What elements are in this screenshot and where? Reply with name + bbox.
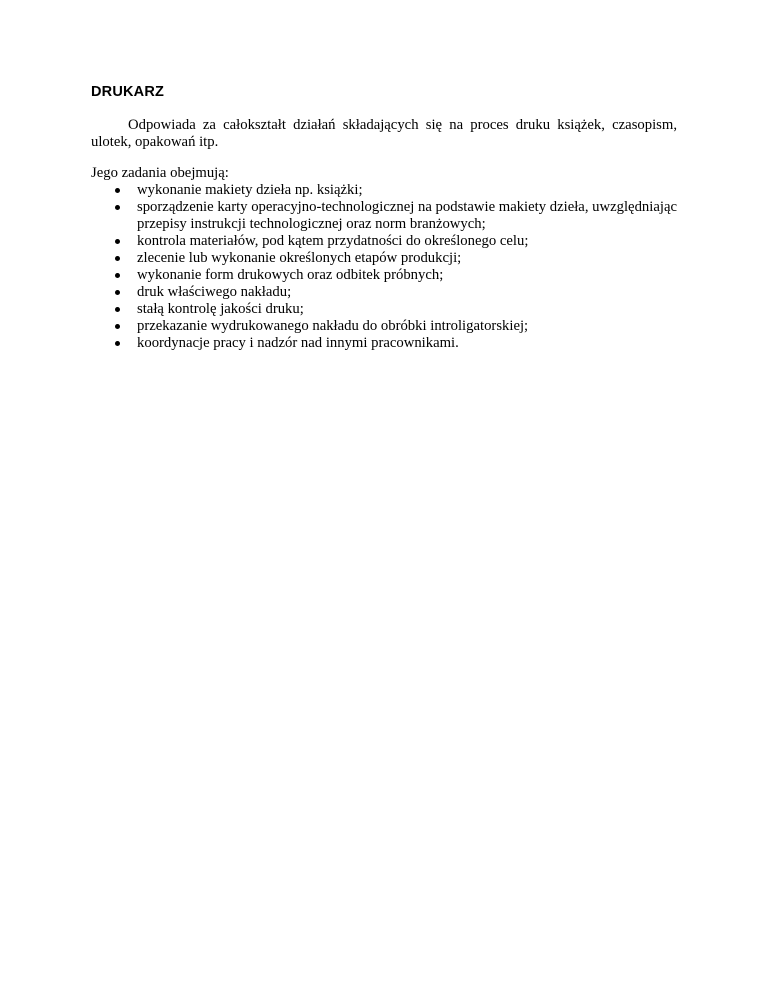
task-list-item — [91, 301, 677, 318]
task-text: wykonanie makiety dzieła np. książki; — [137, 182, 363, 198]
task-text: sporządzenie karty operacyjno-technologicznej na podstawie makiety dzieła, uwzględniając przepisy instrukcji technologicznej oraz norm branżowych; — [137, 199, 677, 232]
bullet-icon — [115, 188, 120, 193]
task-text: zlecenie lub wykonanie określonych etapów produkcji; — [137, 250, 462, 266]
task-text: kontrola materiałów, pod kątem przydatności do określonego celu; — [137, 233, 529, 249]
task-list-item — [91, 335, 677, 352]
bullet-icon — [115, 290, 120, 295]
bullet-icon — [115, 307, 120, 312]
task-text: stałą kontrolę jakości druku; — [137, 301, 304, 317]
task-list-item — [91, 284, 677, 301]
document-content — [91, 84, 677, 352]
task-list-item — [91, 318, 677, 335]
task-list-item — [91, 182, 677, 199]
bullet-icon — [115, 239, 120, 244]
task-text: wykonanie form drukowych oraz odbitek próbnych; — [137, 267, 444, 283]
description-paragraph: Odpowiada za całokształt działań składających się na proces druku książek, czasopism, ulotek, opakowań itp. — [91, 117, 677, 150]
task-list-item — [91, 199, 677, 233]
task-list-item — [91, 267, 677, 284]
bullet-icon — [115, 273, 120, 278]
bullet-icon — [115, 205, 120, 210]
tasks-intro: Jego zadania obejmują: — [91, 165, 229, 181]
document-heading: DRUKARZ — [91, 84, 165, 100]
bullet-icon — [115, 341, 120, 346]
task-text: koordynacje pracy i nadzór nad innymi pracownikami. — [137, 335, 459, 351]
task-list-item — [91, 250, 677, 267]
task-text: przekazanie wydrukowanego nakładu do obróbki introligatorskiej; — [137, 318, 529, 334]
task-list — [91, 182, 677, 352]
bullet-icon — [115, 256, 120, 261]
task-text: druk właściwego nakładu; — [137, 284, 292, 300]
task-list-item — [91, 233, 677, 250]
bullet-icon — [115, 324, 120, 329]
